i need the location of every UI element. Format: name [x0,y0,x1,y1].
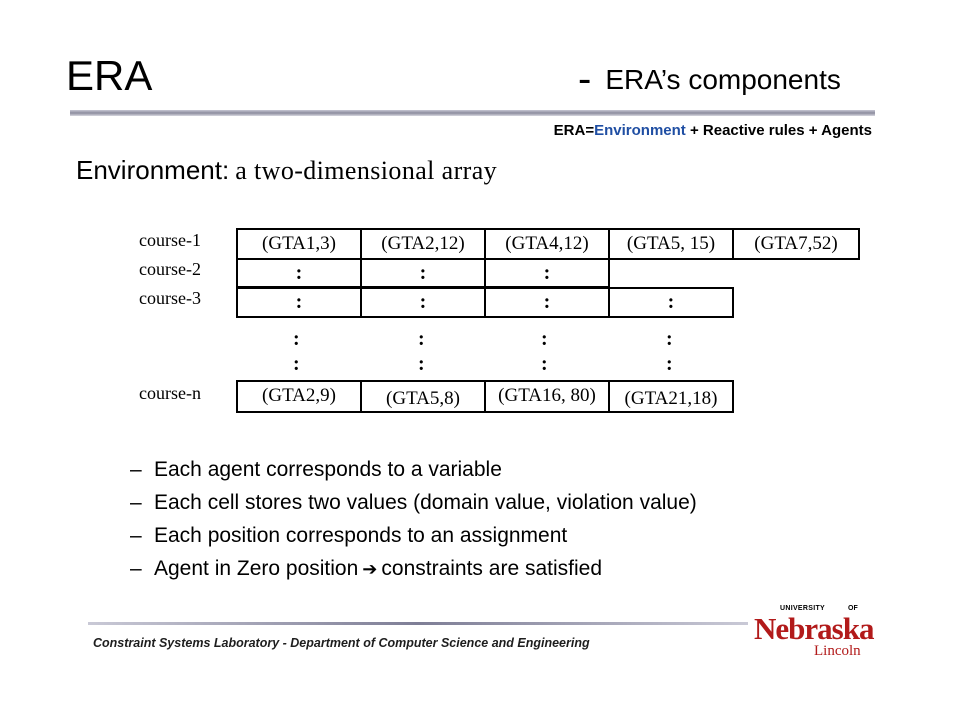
array-cell: (GTA4,12) [484,228,610,260]
array-cell: (GTA1,3) [236,228,362,260]
ellipsis-mark: : [293,353,300,375]
environment-label: Environment: [76,155,230,185]
logo-campus: Lincoln [814,643,861,659]
array-cell: : [236,258,362,288]
array-cell: (GTA5,8) [360,380,486,413]
university-logo [752,605,874,665]
ellipsis-mark: : [293,328,300,350]
environment-heading [76,152,497,189]
logo-university: UNIVERSITY [780,605,826,612]
array-cell: (GTA7,52) [732,228,860,260]
bullet-text: constraints are satisfied [381,557,602,580]
ellipsis-mark: : [541,328,548,350]
title-divider [70,110,875,116]
array-cell: (GTA2,12) [360,228,486,260]
list-item [130,556,697,589]
footer-lab-name: Constraint Systems Laboratory - Department of Computer Science and Engineering [93,636,590,650]
era-formula [554,121,872,141]
array-cell: (GTA21,18) [608,380,734,413]
bullet-list [130,457,697,589]
ellipsis-mark: : [666,353,673,375]
bullet-dash: – [130,524,142,547]
ellipsis-mark: : [541,353,548,375]
bullet-dash: – [130,458,142,481]
formula-environment: Environment [594,122,686,139]
row-label-course-3: course-3 [139,288,201,308]
list-item [130,490,697,523]
list-item [130,457,697,490]
list-item [130,523,697,556]
ellipsis-mark: : [418,353,425,375]
footer-divider [88,622,748,625]
array-cell: : [484,287,610,318]
bullet-dash: – [130,557,142,580]
ellipsis-mark: : [666,328,673,350]
subtitle-text: ERA’s components [605,64,841,95]
formula-prefix: ERA= [553,122,595,139]
array-cell: : [360,258,486,288]
array-cell: : [236,287,362,318]
formula-rest: + Reactive rules + Agents [685,122,872,139]
row-label-course-2: course-2 [139,259,201,279]
array-cell: (GTA5, 15) [608,228,734,260]
bullet-text: Agent in Zero position [154,557,359,580]
slide-subtitle [578,56,841,100]
array-cell: : [360,287,486,318]
environment-description: a two-dimensional array [235,156,498,185]
row-label-course-1: course-1 [139,230,201,250]
subtitle-dash: - [578,57,592,101]
array-cell: (GTA2,9) [236,380,362,413]
row-label-course-n: course-n [139,383,201,403]
arrow-right-icon: ➔ [362,559,378,579]
slide-title: ERA [66,52,153,99]
bullet-text: Each cell stores two values (domain value, violation value) [154,491,697,514]
array-cell: (GTA16, 80) [484,380,610,413]
ellipsis-mark: : [418,328,425,350]
bullet-dash: – [130,491,142,514]
logo-of: OF [848,605,858,612]
array-cell: : [484,258,610,288]
bullet-text: Each position corresponds to an assignment [154,524,568,547]
array-cell: : [608,287,734,318]
bullet-text: Each agent corresponds to a variable [154,458,502,481]
logo-name: Nebraska [754,611,874,646]
